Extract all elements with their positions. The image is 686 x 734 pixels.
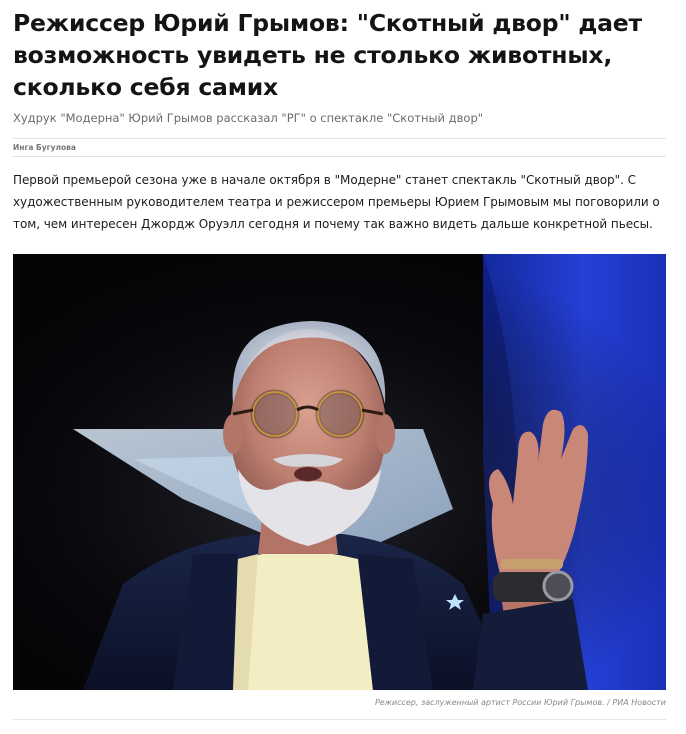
article bbox=[13, 0, 666, 247]
article-lead: Худрук "Модерна" Юрий Грымов рассказал "РГ" о спектакле "Скотный двор" bbox=[13, 111, 484, 125]
byline bbox=[13, 139, 666, 156]
article-title: Режиссер Юрий Грымов: "Скотный двор" дает возможность увидеть не столько животных, сколько себя самих bbox=[13, 9, 642, 101]
article-photo bbox=[13, 254, 666, 690]
article-intro: Первой премьерой сезона уже в начале октября в "Модерне" станет спектакль "Скотный двор". С художественным руководителем театра и режиссером премьеры Юрием Грымовым мы поговорили о том, чем интересен Джордж Оруэлл сегодня и почему так важно видеть дальше конкретной пьесы. bbox=[13, 173, 660, 231]
photo-caption: Режиссер, заслуженный артист России Юрий Грымов. / РИА Новости bbox=[374, 698, 666, 707]
author-link[interactable]: Инга Бугулова bbox=[13, 143, 76, 152]
divider bbox=[13, 719, 666, 720]
divider bbox=[13, 156, 666, 157]
